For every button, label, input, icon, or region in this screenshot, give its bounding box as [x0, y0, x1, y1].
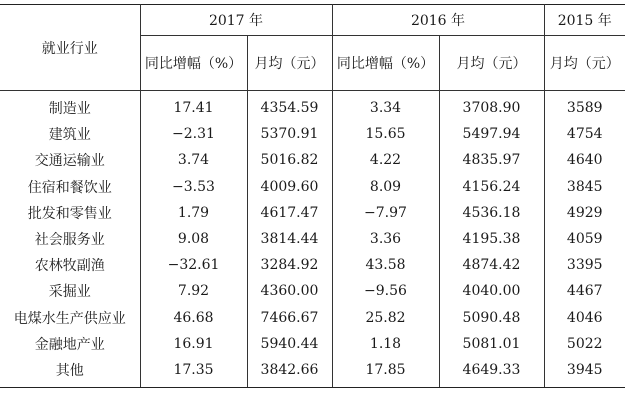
monthly-2015-cell: 3945	[544, 357, 625, 388]
growth-2016-cell: 8.09	[332, 174, 439, 200]
monthly-2016-cell: 5081.01	[439, 331, 544, 357]
table-row	[0, 147, 625, 173]
table-row	[0, 91, 625, 122]
growth-2016-cell: 15.65	[332, 121, 439, 147]
monthly-2015-cell: 4059	[566, 231, 603, 248]
industry-cell: 批发和零售业	[0, 200, 140, 226]
growth-2016-cell: 1.18	[332, 331, 439, 357]
monthly-2017-cell: 4360.00	[247, 278, 332, 304]
monthly-2017-cell: 7466.67	[247, 305, 332, 331]
monthly-2016-cell: 4874.42	[439, 252, 544, 278]
monthly-2015-cell: 5022	[566, 335, 603, 352]
growth-2017-cell: 7.92	[140, 278, 247, 304]
table-header	[0, 5, 625, 91]
monthly-2017-cell: 4009.60	[247, 174, 332, 200]
monthly-2016-cell: 5497.94	[439, 121, 544, 147]
subheader-monthly-2017: 月均（元）	[247, 36, 332, 91]
year-header-2015: 2015 年	[544, 5, 625, 36]
monthly-2015-cell: 4929	[566, 204, 603, 221]
employment-salary-table	[0, 4, 625, 388]
growth-2016-cell: 3.36	[332, 226, 439, 252]
table-row	[0, 252, 625, 278]
header-row-years	[0, 5, 625, 36]
growth-2017-cell: 9.08	[140, 226, 247, 252]
subheader-growth-2017: 同比增幅（%）	[140, 36, 247, 91]
monthly-2017-cell: 3842.66	[247, 357, 332, 388]
monthly-2016-cell: 4649.33	[439, 357, 544, 388]
monthly-2017-cell: 4354.59	[247, 91, 332, 122]
growth-2016-cell: 17.85	[332, 357, 439, 388]
growth-2017-cell: 1.79	[140, 200, 247, 226]
industry-cell: 其他	[0, 357, 140, 388]
monthly-2017-cell: 5940.44	[247, 331, 332, 357]
year-header-2017: 2017 年	[140, 5, 332, 36]
monthly-2017-cell: 3284.92	[247, 252, 332, 278]
industry-cell: 交通运输业	[0, 147, 140, 173]
monthly-2016-cell: 5090.48	[439, 305, 544, 331]
subheader-growth-2016: 同比增幅（%）	[332, 36, 439, 91]
growth-2017-cell: 17.41	[140, 91, 247, 122]
monthly-2016-cell: 4536.18	[439, 200, 544, 226]
growth-2017-cell: 46.68	[140, 305, 247, 331]
industry-cell: 制造业	[0, 91, 140, 122]
monthly-2016-cell: 4040.00	[439, 278, 544, 304]
subheader-monthly-2015: 月均（元）	[544, 36, 625, 91]
growth-2017-cell: −32.61	[140, 252, 247, 278]
table-row	[0, 305, 625, 331]
monthly-2017-cell: 5016.82	[247, 147, 332, 173]
monthly-2017-cell: 3814.44	[247, 226, 332, 252]
year-header-2016: 2016 年	[332, 5, 544, 36]
monthly-2015-cell: 4467	[566, 283, 603, 300]
monthly-2015-cell: 3845	[566, 178, 603, 195]
growth-2016-cell: 43.58	[332, 252, 439, 278]
growth-2016-cell: −7.97	[332, 200, 439, 226]
monthly-2015-cell: 4754	[566, 126, 603, 143]
monthly-2015-cell: 3589	[566, 100, 603, 117]
growth-2017-cell: −3.53	[140, 174, 247, 200]
industry-cell: 金融地产业	[0, 331, 140, 357]
growth-2016-cell: 3.34	[332, 91, 439, 122]
monthly-2016-cell: 4195.38	[439, 226, 544, 252]
monthly-2016-cell: 3708.90	[439, 91, 544, 122]
growth-2017-cell: −2.31	[140, 121, 247, 147]
industry-cell: 住宿和餐饮业	[0, 174, 140, 200]
table-row	[0, 200, 625, 226]
industry-cell: 社会服务业	[0, 226, 140, 252]
industry-cell: 农林牧副渔	[0, 252, 140, 278]
monthly-2015-cell: 3395	[566, 257, 603, 274]
monthly-2016-cell: 4156.24	[439, 174, 544, 200]
subheader-monthly-2016: 月均（元）	[439, 36, 544, 91]
table-row	[0, 331, 625, 357]
table-row	[0, 357, 625, 388]
growth-2017-cell: 17.35	[140, 357, 247, 388]
table-row	[0, 174, 625, 200]
table-row	[0, 278, 625, 304]
monthly-2017-cell: 4617.47	[247, 200, 332, 226]
monthly-2017-cell: 5370.91	[247, 121, 332, 147]
monthly-2016-cell: 4835.97	[439, 147, 544, 173]
growth-2017-cell: 16.91	[140, 331, 247, 357]
industry-cell: 采掘业	[0, 278, 140, 304]
monthly-2015-cell: 4046	[566, 309, 603, 326]
table-row	[0, 121, 625, 147]
table-body	[0, 91, 625, 388]
industry-cell: 电煤水生产供应业	[0, 305, 140, 331]
growth-2016-cell: −9.56	[332, 278, 439, 304]
growth-2016-cell: 25.82	[332, 305, 439, 331]
table-row	[0, 226, 625, 252]
stub-header-industry: 就业行业	[0, 5, 140, 91]
growth-2016-cell: 4.22	[332, 147, 439, 173]
monthly-2015-cell: 4640	[566, 152, 603, 169]
industry-cell: 建筑业	[0, 121, 140, 147]
growth-2017-cell: 3.74	[140, 147, 247, 173]
